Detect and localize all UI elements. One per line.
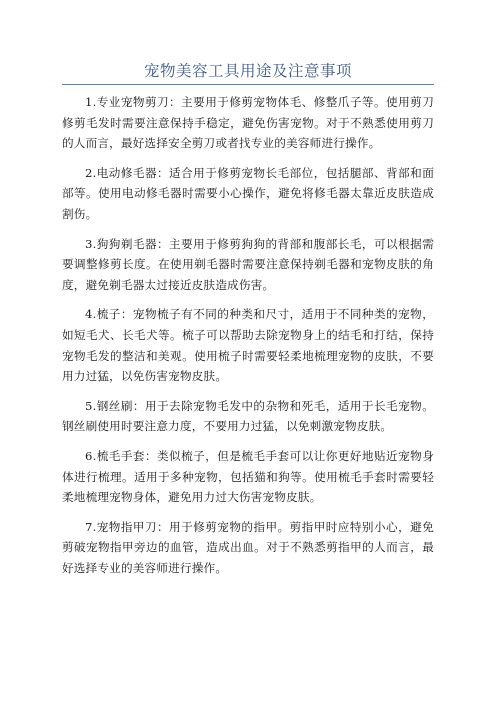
paragraph-scissors: 1.专业宠物剪刀：主要用于修剪宠物体毛、修整爪子等。使用剪刀修剪毛发时需要注意保持手稳定，避免伤害宠物。对于不熟悉使用剪刀的人而言，最好选择安全剪刀或者找专业的美容师进行操作。 [62, 95, 434, 151]
document-body [62, 92, 434, 587]
paragraph-electric-trimmer: 2.电动修毛器：适合用于修剪宠物长毛部位，包括腿部、背部和面部等。使用电动修毛器时需要小心操作，避免将修毛器太靠近皮肤造成割伤。 [62, 165, 434, 221]
title-block [62, 60, 434, 82]
paragraph-comb: 4.梳子：宠物梳子有不同的种类和尺寸，适用于不同种类的宠物，如短毛犬、长毛犬等。梳子可以帮助去除宠物身上的结毛和打结，保持宠物毛发的整洁和美观。使用梳子时需要轻柔地梳理宠物的皮肤，不要用力过猛，以免伤害宠物皮肤。 [62, 307, 434, 384]
title-underline [62, 84, 434, 85]
paragraph-nail-clipper: 7.宠物指甲刀：用于修剪宠物的指甲。剪指甲时应特别小心，避免剪破宠物指甲旁边的血管，造成出血。对于不熟悉剪指甲的人而言，最好选择专业的美容师进行操作。 [62, 519, 434, 575]
paragraph-grooming-glove: 6.梳毛手套：类似梳子，但是梳毛手套可以让你更好地贴近宠物身体进行梳理。适用于多种宠物，包括猫和狗等。使用梳毛手套时需要轻柔地梳理宠物身体，避免用力过大伤害宠物皮肤。 [62, 448, 434, 505]
document-title: 宠物美容工具用途及注意事项 [143, 62, 352, 80]
paragraph-wire-brush: 5.钢丝刷：用于去除宠物毛发中的杂物和死毛，适用于长毛宠物。钢丝刷使用时要注意力度，不要用力过猛，以免刺激宠物皮肤。 [62, 398, 434, 434]
paragraph-dog-shaver: 3.狗狗剃毛器：主要用于修剪狗狗的背部和腹部长毛，可以根据需要调整修剪长度。在使用剃毛器时需要注意保持剃毛器和宠物皮肤的角度，避免剃毛器太过接近皮肤造成伤害。 [62, 236, 434, 292]
